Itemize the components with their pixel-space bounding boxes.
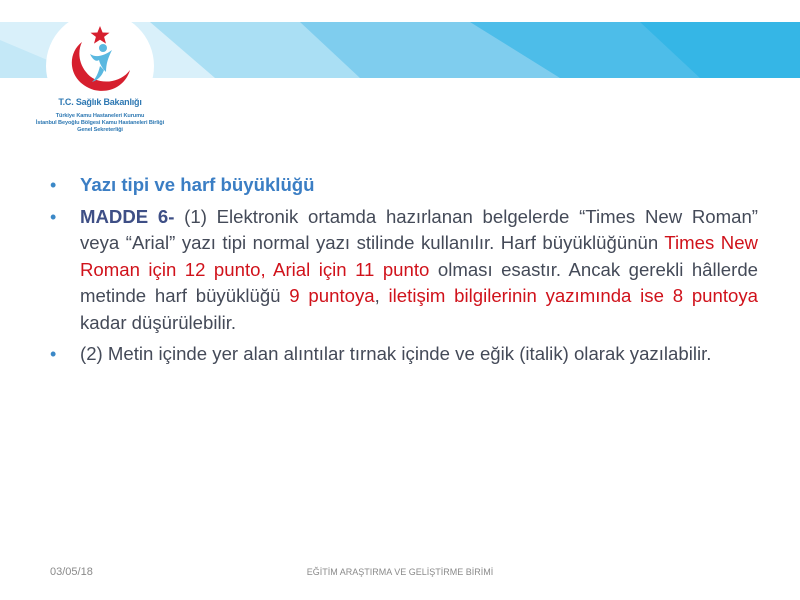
org-line-2: İstanbul Beyoğlu Bölgesi Kamu Hastaneleri Birliği xyxy=(35,120,165,126)
slide-content xyxy=(50,172,758,373)
bullet-madde xyxy=(50,204,758,337)
org-line-1: Türkiye Kamu Hastaneleri Kurumu xyxy=(55,113,145,119)
paragraph-1-part-a: (1) Elektronik ortamda hazırlanan belgelerde “Times New Roman” veya “Arial” yazı tipi normal yazı stilinde kullanılır. Harf büyüklüğünün xyxy=(80,205,758,253)
ministry-emblem-icon xyxy=(60,24,140,94)
bullet-heading xyxy=(50,172,758,199)
paragraph-2: (2) Metin içinde yer alan alıntılar tırnak içinde ve eğik (italik) olarak yazılabilir. xyxy=(80,343,712,364)
paragraph-1-part-d: kadar düşürülebilir. xyxy=(80,311,237,333)
nine-point-highlight: 9 puntoya xyxy=(289,285,375,306)
madde-label: MADDE 6- xyxy=(80,205,175,227)
bullet-dot-icon: • xyxy=(50,344,57,364)
ministry-logo xyxy=(0,0,200,140)
section-heading: Yazı tipi ve harf büyüklüğü xyxy=(80,174,315,195)
footer-date: 03/05/18 xyxy=(50,566,93,578)
ministry-name: T.C. Sağlık Bakanlığı xyxy=(58,97,142,107)
paragraph-1-part-b: olması esastır. Ancak gerekli hâllerde metinde harf büyüklüğü xyxy=(80,258,759,306)
font-size-highlight: Times New Roman için 12 punto, Arial için 11 punto xyxy=(80,232,758,280)
bullet-quote-rule xyxy=(50,341,758,368)
org-line-3: Genel Sekreterliği xyxy=(77,127,123,133)
bullet-dot-icon: • xyxy=(50,175,57,195)
contact-info-highlight: iletişim bilgilerinin yazımında ise 8 puntoya xyxy=(388,285,758,306)
bullet-dot-icon: • xyxy=(50,206,57,227)
paragraph-1-part-c: , xyxy=(374,285,389,306)
footer-unit-name: EĞİTİM ARAŞTIRMA VE GELİŞTİRME BİRİMİ xyxy=(306,567,494,577)
